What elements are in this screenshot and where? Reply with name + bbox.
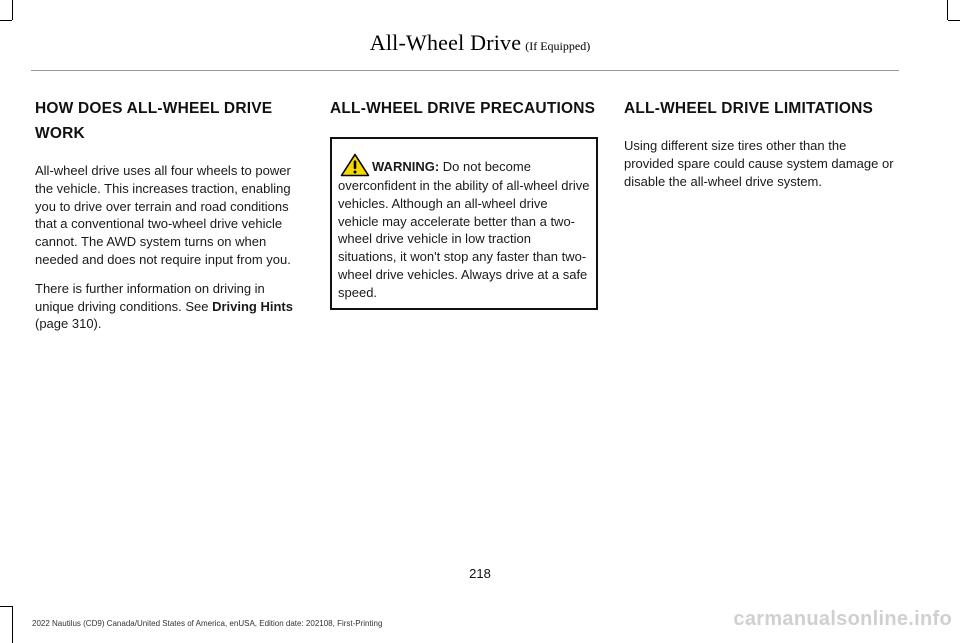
section-awd-limitations — [624, 96, 894, 201]
crop-mark-top-right-h — [948, 20, 960, 21]
crop-mark-top-left-h — [0, 20, 12, 21]
warning-box — [330, 137, 598, 310]
section-awd-precautions — [330, 96, 598, 310]
page-number: 218 — [469, 566, 491, 581]
page-title: All-Wheel Drive — [369, 30, 522, 55]
reference-text: There is further information on driving in unique driving conditions. See — [35, 280, 265, 314]
warning-label: WARNING: — [372, 159, 440, 174]
crop-mark-bottom-left-v — [12, 606, 13, 643]
footer-edition-text: 2022 Nautilus (CD9) Canada/United States of America, enUSA, Edition date: 202108, First-Printing — [32, 619, 383, 628]
header-divider — [31, 70, 899, 71]
page-header — [0, 30, 960, 56]
body-paragraph: All-wheel drive uses all four wheels to power the vehicle. This increases traction, enabling you to drive over terrain and road conditions that a conventional two-wheel drive vehicle cannot. The AWD system turns on when needed and does not require input from you. — [35, 163, 291, 267]
section-heading: ALL-WHEEL DRIVE LIMITATIONS — [624, 100, 874, 117]
body-paragraph: Using different size tires other than the provided spare could cause system damage or disable the all-wheel drive system. — [624, 138, 894, 189]
crop-mark-top-left-v — [12, 0, 13, 20]
crop-mark-bottom-left-h — [0, 606, 12, 607]
crop-mark-top-right-v — [947, 0, 948, 20]
section-how-awd-works — [35, 96, 305, 344]
section-heading: HOW DOES ALL-WHEEL DRIVE WORK — [35, 100, 273, 142]
reference-page: (page 310). — [35, 316, 102, 332]
reference-paragraph — [35, 280, 305, 333]
driving-hints-link[interactable]: Driving Hints — [212, 298, 293, 314]
watermark-text: carmanualsonline.info — [733, 608, 952, 630]
warning-text: Do not become overconfident in the ability of all-wheel drive vehicles. Although an all-wheel drive vehicle may accelerate better than a two-wheel drive vehicle in low traction situations, it won't stop any faster than two-wheel drive vehicles. Always drive at a safe speed. — [338, 159, 590, 300]
section-heading: ALL-WHEEL DRIVE PRECAUTIONS — [330, 100, 596, 117]
warning-triangle-icon — [340, 153, 370, 177]
page-subtitle: (If Equipped) — [525, 39, 591, 53]
